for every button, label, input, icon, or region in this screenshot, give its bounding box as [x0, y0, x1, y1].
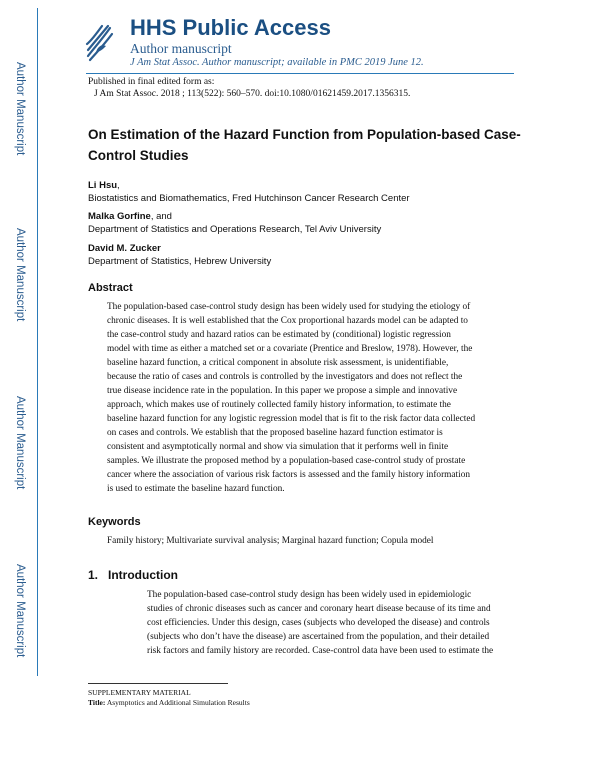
- introduction-line: studies of chronic diseases such as cancer and coronary heart disease because of its time and: [147, 604, 491, 614]
- abstract-line: approach, which makes use of routinely collected family history information, to estimate the: [107, 400, 451, 410]
- header-subtitle: Author manuscript: [130, 41, 232, 56]
- abstract-heading: Abstract: [88, 282, 133, 294]
- introduction-line: risk factors and family history are recorded. Case-control data have been used to estimate the: [147, 646, 494, 656]
- author-name: [88, 211, 172, 222]
- hhs-eagle-icon: [84, 22, 114, 62]
- header-title: HHS Public Access: [130, 15, 331, 40]
- footnote-label: Title:: [88, 698, 106, 707]
- publication-citation: J Am Stat Assoc. 2018 ; 113(522): 560–570. doi:10.1080/01621459.2017.1356315.: [94, 89, 411, 99]
- publication-note: Published in final edited form as:: [88, 77, 215, 87]
- section-title: Introduction: [108, 568, 178, 582]
- sidebar-label: Author Manuscript: [14, 564, 26, 658]
- paper-title: On Estimation of the Hazard Function from Population-based Case-Control Studies: [88, 127, 521, 163]
- author-suffix: ,: [117, 180, 120, 191]
- author-name: [88, 243, 161, 254]
- abstract-line: The population-based case-control study design has been widely used for studying the etiology of: [107, 302, 471, 312]
- abstract-line: baseline hazard function, a critical component in absolute risk assessment, is unidentifiable,: [107, 358, 449, 368]
- abstract-line: consistent and asymptotically normal and show via simulation that it performs well in finite: [107, 442, 449, 452]
- author-affiliation: Department of Statistics and Operations Research, Tel Aviv University: [88, 224, 382, 235]
- abstract-line: is used to estimate the baseline hazard function.: [107, 484, 285, 494]
- introduction-heading: [88, 568, 178, 582]
- sidebar-label: Author Manuscript: [14, 62, 26, 156]
- sidebar: [0, 0, 40, 776]
- abstract-line: because the ratio of cases and controls is controlled by the investigators and does not reflect the: [107, 372, 463, 382]
- sidebar-label: Author Manuscript: [14, 228, 26, 322]
- section-number: 1.: [88, 568, 99, 582]
- abstract-line: model with time as either a matched set or a covariate (Prentice and Breslow, 1978). However, the: [107, 344, 473, 354]
- keywords-heading: Keywords: [88, 516, 141, 528]
- footnote-divider: [88, 683, 228, 684]
- introduction-line: The population-based case-control study design has been widely used in epidemiologic: [147, 590, 472, 600]
- author-name: [88, 180, 120, 191]
- sidebar-rule: [37, 8, 38, 676]
- abstract-line: samples. We illustrate the proposed method by a population-based case-control study of prostate: [107, 456, 466, 466]
- introduction-line: cost efficiencies. Under this design, cases (subjects who developed the disease) and controls: [147, 618, 490, 628]
- footnote-heading: SUPPLEMENTARY MATERIAL: [88, 688, 191, 697]
- author-affiliation: Biostatistics and Biomathematics, Fred Hutchinson Cancer Research Center: [88, 193, 410, 204]
- header-divider: [86, 73, 514, 74]
- author-affiliation: Department of Statistics, Hebrew University: [88, 256, 272, 267]
- abstract-line: cancer where the association of various risk factors is assessed and the family history information: [107, 470, 470, 480]
- footnote-title: Asymptotics and Additional Simulation Results: [105, 698, 250, 707]
- keywords-list: Family history; Multivariate survival analysis; Marginal hazard function; Copula model: [107, 536, 434, 546]
- author-name-text: Li Hsu: [88, 180, 118, 191]
- abstract-line: the case-control study and hazard ratios can be estimated by (conditional) logistic regression: [107, 330, 451, 340]
- author-name-text: David M. Zucker: [88, 243, 161, 254]
- footnote-text: [88, 698, 250, 707]
- abstract-line: chronic diseases. It is well established that the Cox proportional hazards model can be adapted to: [107, 316, 468, 326]
- author-suffix: , and: [150, 211, 172, 222]
- abstract-line: on cases and controls. We establish that the proposed baseline hazard function estimator is: [107, 428, 443, 438]
- sidebar-label: Author Manuscript: [14, 396, 26, 490]
- abstract-line: baseline hazard function for any logistic regression model that is fit to the risk factor data collected: [107, 414, 476, 424]
- abstract-line: true disease incidence rate in the population. In this paper we propose a simple and innovative: [107, 386, 458, 396]
- author-name-text: Malka Gorfine: [88, 211, 151, 222]
- introduction-line: (subjects who don’t have the disease) are ascertained from the population, and their detailed: [147, 632, 490, 642]
- header-citation: J Am Stat Assoc. Author manuscript; available in PMC 2019 June 12.: [130, 57, 424, 68]
